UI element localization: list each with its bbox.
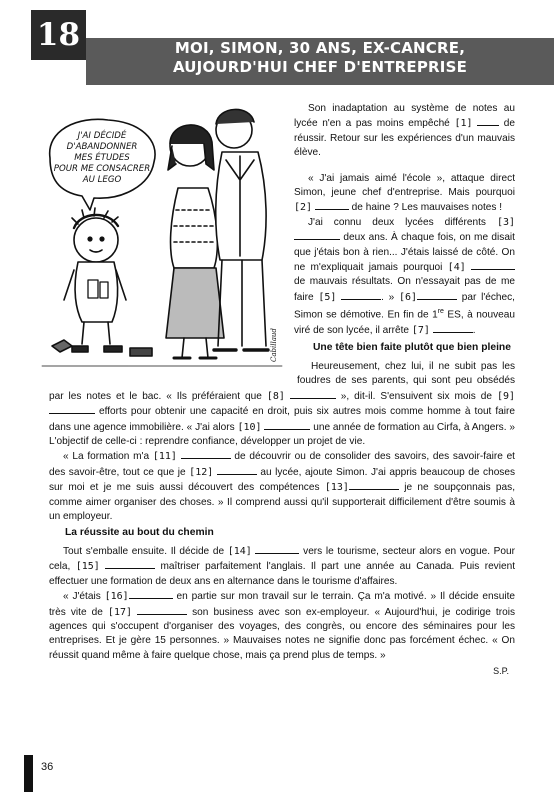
bubble-line-1: J'AI DÉCIDÉ — [77, 131, 127, 141]
bubble-line-2: D'ABANDONNER — [66, 142, 138, 152]
author-signature: S.P. — [493, 666, 509, 676]
page-number: 36 — [41, 761, 54, 773]
boy-head — [74, 218, 118, 262]
bubble-line-5: AU LEGO — [82, 175, 122, 185]
intro-paragraph-1: Son inadaptation au système de notes au lycée n'en a pas moins empêché [1] de réussir. Retour sur les expériences d'un mauvais élève. — [294, 103, 515, 159]
section1-paragraph-2: « La formation m'a [11] de découvrir ou de consolider des savoirs, des savoir-faire et des savoir-être, tout ce que je [12] au lycée, ajoute Simon. J'ai appris beaucoup de choses sur moi et je me suis aussi découvert des compétences [13] je ne soupçonnais pas, comme aimer organiser des choses. » Il comprend aussi qu'il supporterait difficilement d'être soumis à un employeur. — [49, 451, 516, 523]
section-heading-1: Une tête bien faite plutôt que bien pleine — [313, 342, 511, 353]
boy-sweater — [75, 262, 118, 322]
cartoon-illustration — [38, 100, 286, 372]
section2-body — [49, 544, 515, 663]
text-wrap-spacer — [49, 360, 297, 388]
chapter-number: 18 — [31, 10, 86, 60]
section-heading-2: La réussite au bout du chemin — [65, 527, 214, 538]
bubble-line-4: POUR ME CONSACRER — [53, 164, 151, 174]
intro-paragraph-3: J'ai connu deux lycées différents [3] deux ans. À chaque fois, on me disait que j'étais bon à rien... J'étais laissé de côté. On ne m'expliquait jamais pourquoi [4] de mauvais résultats. On n'essayait pas de me faire [5] . » [6] par l'échec, Simon se démotive. En fin de 1re ES, à nouveau viré de son lycée, il arrête [7] . — [294, 216, 515, 337]
woman-dress — [171, 188, 218, 268]
section2-paragraph-1: Tout s'emballe ensuite. Il décide de [14] vers le tourisme, secteur alors en vogue. Pour cela, [15] maîtriser parfaitement l'anglais. Il part une année au Canada. Puis revient effectuer une formation de deux ans en alternance dans le tourisme d'affaires. — [49, 546, 516, 587]
bubble-line-3: MES ÉTUDES — [74, 153, 130, 163]
title-line-1: MOI, SIMON, 30 ANS, EX-CANCRE, — [174, 39, 466, 57]
intro-column — [294, 102, 515, 338]
title-line-2: AUJOURD'HUI CHEF D'ENTREPRISE — [172, 58, 468, 76]
section1-paragraph-1: Heureusement, chez lui, il ne subit pas les foudres de ses parents, qui sont peu obsédés par les notes et le bac. « Ils préféraient que [8] », dit-il. S'ensuivent six mois de [9] efforts pour obtenir une capacité en droit, puis six autres mois comme homme à tout faire dans une agence immobilière. « J'ai alors [10] une année de formation au Cirfa, à Angers. » L'objectif de celle-ci : reprendre confiance, développer un projet de vie. — [49, 361, 515, 448]
man-jacket — [216, 152, 266, 260]
intro-paragraph-2: « J'ai jamais aimé l'école », attaque direct Simon, jeune chef d'entreprise. Mais pourquoi [2] de haine ? Les mauvaises notes ! — [294, 172, 515, 214]
article-title — [86, 39, 554, 77]
section1-body — [49, 360, 515, 524]
artist-signature: Cabillaud — [270, 328, 278, 362]
page-marker-bar — [24, 755, 33, 792]
section2-paragraph-2: « J'étais [16] en partie sur mon travail sur le terrain. Ça m'a motivé. » Il décide ensuite très vite de [17] son business avec son ex-employeur. « Aujourd'hui, je codirige trois agences qui s'occupent d'organiser des voyages, des congrès, ou encore des séminaires pour les entreprises. Et je gère 15 personnes. » Mauvaises notes ne signifie donc pas forcément échec. « On réussit quand même à faire quelque chose, mais ça prend plus de temps. » — [49, 591, 516, 661]
